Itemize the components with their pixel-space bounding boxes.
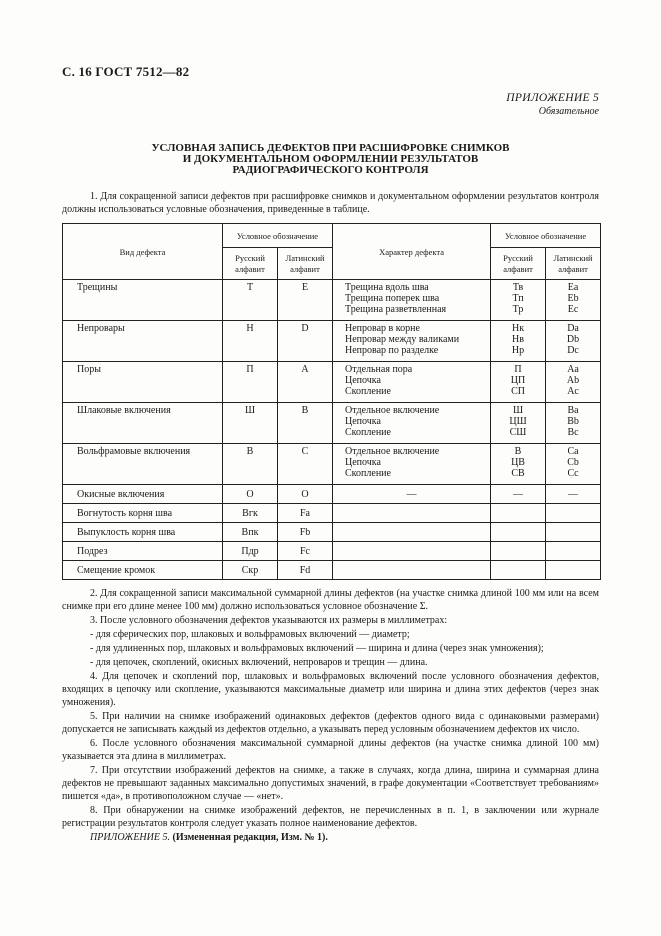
defect-character-line: Непровар в корне (345, 323, 420, 334)
rus-code (223, 444, 278, 485)
defect-kind (63, 485, 223, 504)
rus-subcode (491, 362, 546, 403)
lat-subcode (546, 444, 601, 485)
lat-code (278, 485, 333, 504)
defect-kind (63, 542, 223, 561)
lat-subcode (546, 504, 601, 523)
paragraph-4: 4. Для цепочек и скоплений пор, шлаковых и вольфрамовых включений после условного обозначения дефектов, входящих в цепочку или скопление, указываются максимальные диаметр или ширина и длина этих дефектов (через знак умножения). (62, 671, 599, 708)
rus-code (223, 485, 278, 504)
list-item: - для сферических пор, шлаковых и вольфрамовых включений — диаметр; (90, 629, 410, 640)
defect-kind-text: Смещение кромок (77, 565, 156, 576)
defect-kind (63, 504, 223, 523)
header-lat (546, 248, 601, 280)
rus-subcode (491, 561, 546, 580)
paragraph-5: 5. При наличии на снимке изображений одинаковых дефектов (дефектов одного вида с одинаковыми размерами) допускается не записывать каждый из дефектов отдельно, а указывать перед условным обозначением дефектов их число. (62, 711, 599, 735)
rus-subcode (491, 542, 546, 561)
table-row (63, 523, 601, 542)
lat-code (278, 523, 333, 542)
paragraph-6: 6. После условного обозначения максимальной суммарной длины дефектов (на участке снимка длиной 100 мм) указывается эта длина в миллиметрах. (62, 738, 599, 762)
header-lat-line: алфавит (558, 263, 588, 274)
defect-character-line: Цепочка (345, 416, 381, 427)
header-rus-line: алфавит (235, 263, 265, 274)
footer-note-text: (Измененная редакция, Изм. № 1). (172, 832, 328, 843)
defect-character-line: Отдельная пора (345, 364, 413, 375)
lat-subcode-line: Ba (567, 405, 579, 416)
header-rus-line: Русский (235, 252, 265, 263)
defect-character-line (345, 527, 490, 538)
rus-subcode-line: — (513, 489, 524, 500)
document-title (0, 143, 661, 176)
table-row (63, 444, 601, 485)
lat-subcode-line: Aa (567, 364, 579, 375)
rus-subcode-line: ЦП (510, 375, 526, 386)
lat-subcode-line: Eb (567, 293, 579, 304)
lat-code-text: A (301, 364, 309, 375)
lat-subcode-line: Cc (567, 468, 579, 479)
rus-code-text: Н (246, 323, 254, 334)
lat-subcode (546, 542, 601, 561)
lat-subcode (546, 403, 601, 444)
rus-subcode-line: СШ (509, 427, 527, 438)
defect-character-line: Скопление (345, 427, 391, 438)
defect-character-line: Трещина разветвленная (345, 304, 447, 315)
rus-code (223, 362, 278, 403)
lat-subcode-line: Dc (567, 345, 579, 356)
defect-character-line: Цепочка (345, 457, 381, 468)
lat-subcode-line: — (568, 489, 579, 500)
rus-code-text: О (246, 489, 254, 500)
defect-character (333, 504, 491, 523)
table-row (63, 561, 601, 580)
footer-note-label: ПРИЛОЖЕНИЕ 5. (90, 832, 170, 843)
defect-kind-text: Поры (77, 364, 101, 375)
defect-designation-table (62, 223, 601, 580)
lat-subcode (546, 523, 601, 542)
defect-character-line (345, 565, 490, 576)
list-item: - для удлиненных пор, шлаковых и вольфрамовых включений — ширина и длина (через знак умножения); (90, 643, 544, 654)
rus-subcode-line: Нр (511, 345, 525, 356)
title-line: УСЛОВНАЯ ЗАПИСЬ ДЕФЕКТОВ ПРИ РАСШИФРОВКЕ СНИМКОВ (151, 142, 510, 154)
lat-subcode-line: Cb (567, 457, 579, 468)
lat-subcode (546, 280, 601, 321)
appendix-status: Обязательное (538, 106, 599, 117)
rus-subcode-line: Тв (512, 282, 524, 293)
defect-kind (63, 362, 223, 403)
lat-code (278, 321, 333, 362)
defect-character (333, 561, 491, 580)
defect-kind (63, 280, 223, 321)
list-item-text: для сферических пор, шлаковых и вольфрамовых включений — диаметр; (95, 629, 410, 640)
paragraph-3: 3. После условного обозначения дефектов указываются их размеры в миллиметрах: (90, 615, 448, 626)
rus-subcode-line (491, 565, 545, 576)
rus-code (223, 504, 278, 523)
header-lat-line: Латинский (553, 252, 593, 263)
rus-subcode-line: ЦВ (511, 457, 525, 468)
rus-code (223, 403, 278, 444)
lat-code-text: Fc (300, 546, 310, 557)
header-rus-line: Русский (503, 252, 533, 263)
lat-subcode (546, 362, 601, 403)
rus-subcode-line: Тр (512, 304, 524, 315)
lat-subcode-line: Ea (567, 282, 579, 293)
lat-code (278, 403, 333, 444)
lat-subcode-line: Ec (567, 304, 579, 315)
paragraph-7: 7. При отсутствии изображений дефектов на снимке, а также в случаях, когда длина, ширина и суммарная длина дефектов не превышают заданных максимально допустимых значений, в графе документации «Соответствует требованиям» пишется «да», в противоположном случае — «нет». (62, 765, 599, 802)
header-rus (223, 248, 278, 280)
lat-subcode (546, 485, 601, 504)
defect-kind-text: Выпуклость корня шва (77, 527, 176, 538)
rus-code (223, 523, 278, 542)
lat-subcode-line (546, 546, 600, 557)
rus-subcode-line: Нк (511, 323, 525, 334)
lat-subcode (546, 321, 601, 362)
list-item-text: для удлиненных пор, шлаковых и вольфрамовых включений — ширина и длина (через знак умножения); (95, 643, 544, 654)
rus-code-text: В (246, 446, 254, 457)
lat-code-text: B (301, 405, 309, 416)
page-header: С. 16 ГОСТ 7512—82 (62, 64, 190, 79)
defect-kind-text: Вогнутость корня шва (77, 508, 173, 519)
table-row (63, 280, 601, 321)
lat-subcode-line (546, 565, 600, 576)
header-lat (278, 248, 333, 280)
table-row (63, 485, 601, 504)
table-row (63, 403, 601, 444)
defect-kind-text: Трещины (77, 282, 118, 293)
defect-character-line (345, 508, 490, 519)
defect-character-line: Отдельное включение (345, 405, 440, 416)
header-lat-line: Латинский (285, 252, 325, 263)
rus-code-text: П (246, 364, 254, 375)
table-row (63, 321, 601, 362)
rus-subcode-line: СП (511, 386, 525, 397)
defect-kind (63, 523, 223, 542)
rus-code (223, 542, 278, 561)
paragraph-8: 8. При обнаружении на снимке изображений дефектов, не перечисленных в п. 1, в заключении или журнале регистрации результатов контроля следует указать полное наименование дефектов. (62, 805, 599, 829)
header-designation: Условное обозначение (491, 224, 601, 248)
list-item-text: для цепочек, скоплений, окисных включений, непроваров и трещин — длина. (95, 657, 428, 668)
header-rus-line: алфавит (503, 263, 533, 274)
lat-code (278, 504, 333, 523)
lat-code-text: D (301, 323, 309, 334)
rus-code (223, 561, 278, 580)
lat-code (278, 561, 333, 580)
lat-code-text: C (301, 446, 309, 457)
defect-character-line: Цепочка (345, 375, 381, 386)
lat-code (278, 542, 333, 561)
rus-subcode (491, 321, 546, 362)
defect-kind-text: Вольфрамовые включения (77, 446, 191, 457)
defect-character-line: Скопление (345, 386, 391, 397)
defect-kind (63, 444, 223, 485)
lat-code-text: Fd (299, 565, 311, 576)
lat-code (278, 444, 333, 485)
rus-subcode-line: ЦШ (509, 416, 527, 427)
defect-character (333, 542, 491, 561)
header-kind: Вид дефекта (63, 224, 223, 280)
lat-subcode-line (546, 508, 600, 519)
lat-subcode-line: Ac (567, 386, 579, 397)
rus-code (223, 321, 278, 362)
title-line: РАДИОГРАФИЧЕСКОГО КОНТРОЛЯ (232, 164, 429, 176)
defect-kind-text: Окисные включения (77, 489, 165, 500)
rus-code (223, 280, 278, 321)
defect-character-line: Отдельное включение (345, 446, 440, 457)
lat-subcode-line: Ab (566, 375, 580, 386)
rus-subcode-line (491, 546, 545, 557)
table-row (63, 362, 601, 403)
appendix-label (506, 92, 599, 118)
rus-subcode (491, 444, 546, 485)
defect-kind (63, 321, 223, 362)
paragraph-2: 2. Для сокращенной записи максимальной суммарной длины дефектов (на участке снимка длиной 100 мм или на всем снимке при его длине менее 100 мм) должно использоваться условное обозначение Σ. (62, 588, 599, 612)
lat-code-text: O (301, 489, 309, 500)
defect-character-line (345, 546, 490, 557)
rus-subcode-line: Тп (512, 293, 524, 304)
defect-character-line: Трещина поперек шва (345, 293, 440, 304)
rus-subcode-line: Ш (512, 405, 524, 416)
lat-subcode-line: Ca (567, 446, 579, 457)
defect-character-line: Непровар между валиками (345, 334, 460, 345)
defect-character-line: Непровар по разделке (345, 345, 439, 356)
rus-subcode (491, 280, 546, 321)
rus-code-text: Вгк (242, 508, 258, 519)
lat-subcode-line: Da (567, 323, 579, 334)
defect-kind (63, 561, 223, 580)
rus-subcode-line (491, 508, 545, 519)
lat-code-text: Fb (299, 527, 311, 538)
table-row (63, 542, 601, 561)
defect-kind-text: Подрез (77, 546, 108, 557)
header-lat-line: алфавит (290, 263, 320, 274)
defect-character-line: Скопление (345, 468, 391, 479)
defect-character (333, 403, 491, 444)
defect-kind-text: Шлаковые включения (77, 405, 171, 416)
table-row (63, 504, 601, 523)
rus-subcode (491, 485, 546, 504)
footer-note (62, 831, 599, 844)
lat-subcode-line: Db (566, 334, 580, 345)
rus-subcode-line: П (514, 364, 522, 375)
rus-code-text: Т (246, 282, 254, 293)
lat-code (278, 280, 333, 321)
lat-subcode-line: Bb (567, 416, 579, 427)
lat-subcode-line: Bc (567, 427, 579, 438)
rus-subcode-line: Нв (512, 334, 524, 345)
list-item: - для цепочек, скоплений, окисных включений, непроваров и трещин — длина. (90, 657, 428, 668)
rus-subcode (491, 523, 546, 542)
intro-paragraph: 1. Для сокращенной записи дефектов при расшифровке снимков и документальном оформлении результатов контроля должны использоваться условные обозначения, приведенные в таблице. (62, 191, 599, 215)
defect-character-line: Трещина вдоль шва (345, 282, 429, 293)
defect-character (333, 321, 491, 362)
rus-code-text: Скр (241, 565, 259, 576)
body-text (62, 587, 599, 845)
rus-subcode (491, 403, 546, 444)
rus-subcode-line (491, 527, 545, 538)
defect-kind (63, 403, 223, 444)
defect-character (333, 280, 491, 321)
rus-subcode-line: В (514, 446, 522, 457)
rus-code-text: Пдр (241, 546, 259, 557)
rus-subcode (491, 504, 546, 523)
rus-code-text: Ш (244, 405, 256, 416)
defect-character-line: — (406, 489, 417, 500)
defect-character (333, 444, 491, 485)
rus-code-text: Впк (241, 527, 259, 538)
title-line: И ДОКУМЕНТАЛЬНОМ ОФОРМЛЕНИИ РЕЗУЛЬТАТОВ (182, 153, 479, 165)
defect-character (333, 485, 491, 504)
header-character: Характер дефекта (333, 224, 491, 280)
appendix-number: ПРИЛОЖЕНИЕ 5 (506, 92, 599, 104)
lat-subcode (546, 561, 601, 580)
header-rus (491, 248, 546, 280)
lat-code-text: E (301, 282, 309, 293)
lat-subcode-line (546, 527, 600, 538)
defect-kind-text: Непровары (77, 323, 125, 334)
rus-subcode-line: СВ (511, 468, 525, 479)
header-designation: Условное обозначение (223, 224, 333, 248)
lat-code-text: Fa (300, 508, 310, 519)
defect-character (333, 362, 491, 403)
lat-code (278, 362, 333, 403)
defect-character (333, 523, 491, 542)
